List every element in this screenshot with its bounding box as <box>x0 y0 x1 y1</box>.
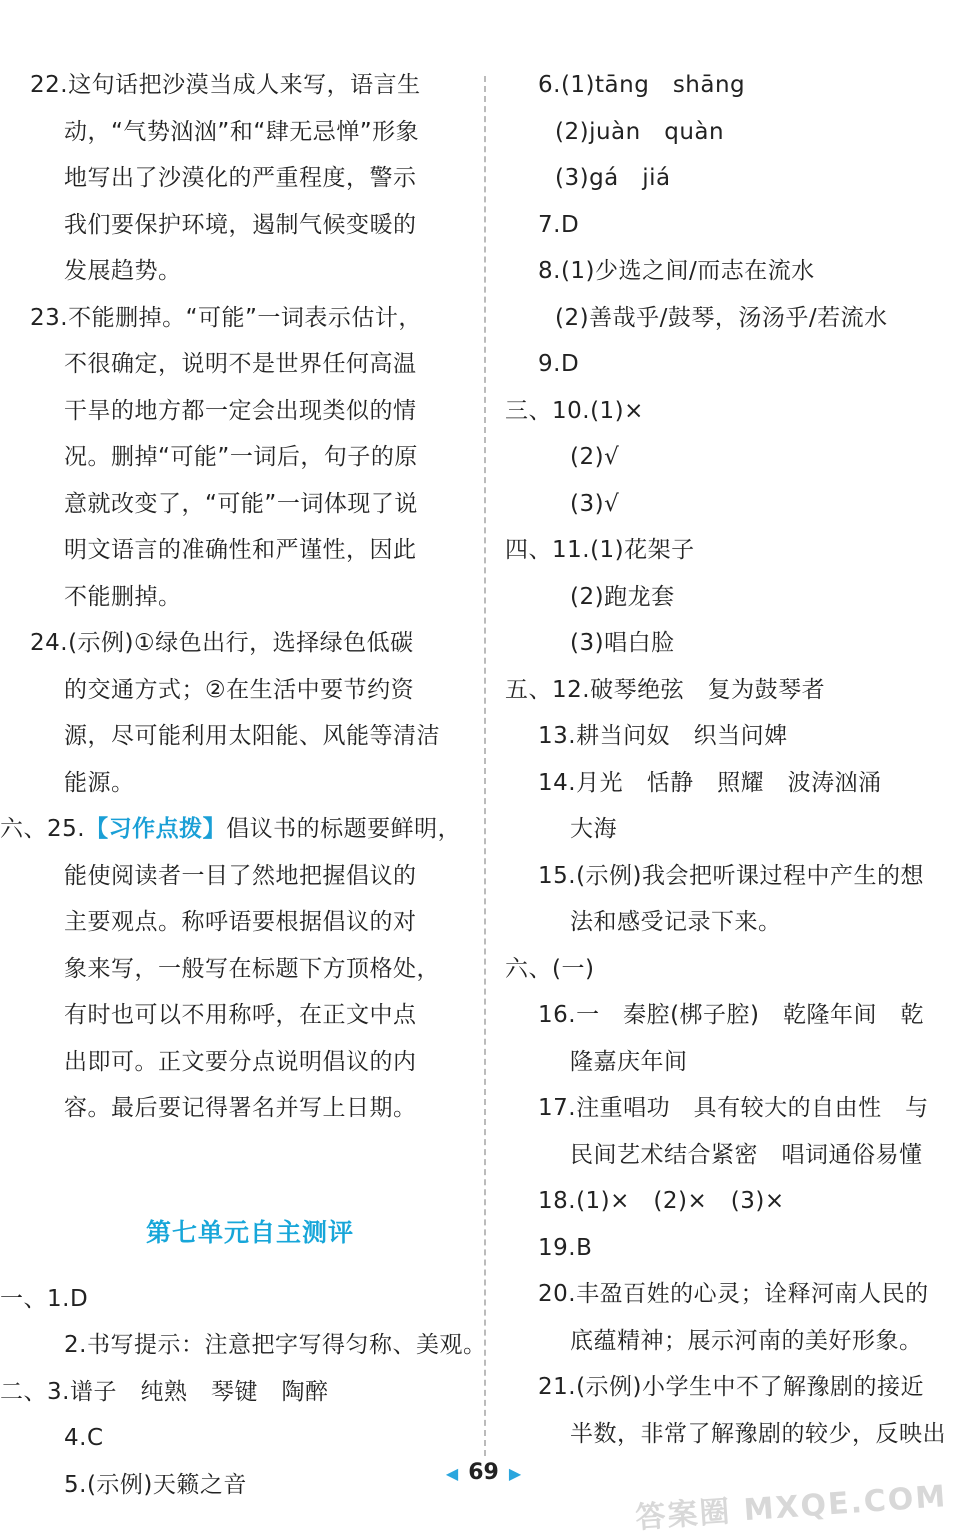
answer-line: 13.耕当问奴 织当问婢 <box>538 723 788 749</box>
answer-line: 三、10.(1)× <box>505 397 644 424</box>
answer-line: 明文语言的准确性和严谨性，因此 <box>64 537 417 563</box>
answer-line: 大海 <box>570 816 617 842</box>
answer-line: 17.注重唱功 具有较大的自由性 与 <box>538 1095 929 1121</box>
page-number: 69 <box>468 1460 499 1485</box>
answer-line: 20.丰盈百姓的心灵；诠释河南人民的 <box>538 1281 929 1307</box>
answer-line: (3)gá jiá <box>555 165 671 191</box>
answer-line: 底蕴精神；展示河南的美好形象。 <box>570 1327 923 1354</box>
answer-line: 动，“气势汹汹”和“肆无忌惮”形象 <box>64 118 420 145</box>
answer-line: 23.不能删掉。“可能”一词表示估计， <box>30 304 422 331</box>
answer-line: 干旱的地方都一定会出现类似的情 <box>64 397 417 424</box>
answer-line: (2)善哉乎/鼓琴，汤汤乎/若流水 <box>555 304 888 331</box>
answer-line: 出即可。正文要分点说明倡议的内 <box>64 1048 417 1075</box>
q25-first-line <box>0 806 470 853</box>
answer-line: 能源。 <box>64 769 135 796</box>
answer-line: 一、1.D <box>0 1285 89 1312</box>
answer-line: 有时也可以不用称呼，在正文中点 <box>64 1002 417 1028</box>
answer-line: 况。删掉“可能”一词后，句子的原 <box>64 444 418 470</box>
answer-line: 五、12.破琴绝弦 复为鼓琴者 <box>505 676 826 703</box>
answer-line: 二、3.谱子 纯熟 琴键 陶醉 <box>0 1378 329 1405</box>
answer-line: 不很确定，说明不是世界任何高温 <box>64 351 417 377</box>
right-column <box>505 62 945 1457</box>
next-arrow-icon: ▶ <box>508 1464 522 1483</box>
answer-line: 4.C <box>64 1425 104 1451</box>
q25-text: 倡议书的标题要鲜明， <box>226 816 462 842</box>
answer-line: 意就改变了，“可能”一词体现了说 <box>64 490 418 517</box>
answer-line: (2)跑龙套 <box>570 583 675 610</box>
answer-line: 22.这句话把沙漠当成人来写，语言生 <box>30 72 421 98</box>
answer-line: 民间艺术结合紧密 唱词通俗易懂 <box>570 1141 923 1168</box>
answer-line: 法和感受记录下来。 <box>570 909 782 935</box>
answer-line: 7.D <box>538 211 580 238</box>
answer-line: 容。最后要记得署名并写上日期。 <box>64 1095 417 1121</box>
answer-line: 四、11.(1)花架子 <box>505 537 695 563</box>
answer-line: 18.(1)× (2)× (3)× <box>538 1188 785 1214</box>
prev-arrow-icon: ◀ <box>445 1464 459 1483</box>
answer-line: (2)√ <box>570 444 620 470</box>
answer-line: 8.(1)少选之间/而志在流水 <box>538 258 815 284</box>
answer-line: 我们要保护环境，遏制气候变暖的 <box>64 211 417 238</box>
answer-line: 地写出了沙漠化的严重程度，警示 <box>64 165 417 191</box>
column-divider <box>484 76 486 1456</box>
answer-line: 的交通方式；②在生活中要节约资 <box>64 676 415 703</box>
answer-line: 六、(一) <box>505 955 595 982</box>
answer-line: (2)juàn quàn <box>555 118 725 145</box>
answer-line: 5.(示例)天籁之音 <box>64 1471 247 1498</box>
watermark: 答案圈 MXQE.COM <box>634 1479 949 1536</box>
answer-line: 16.一 秦腔(梆子腔) 乾隆年间 乾 <box>538 1002 925 1028</box>
answer-line: 19.B <box>538 1234 593 1261</box>
answer-line: 源，尽可能利用太阳能、风能等清洁 <box>64 723 440 749</box>
section-title: 第七单元自主测评 <box>145 1217 354 1247</box>
answer-line: 半数，非常了解豫剧的较少，反映出 <box>570 1420 946 1447</box>
answer-line: 6.(1)tāng shāng <box>538 72 746 98</box>
answer-line: (3)√ <box>570 490 620 517</box>
answer-line: 21.(示例)小学生中不了解豫剧的接近 <box>538 1374 925 1400</box>
answer-line: 主要观点。称呼语要根据倡议的对 <box>64 909 417 935</box>
answer-line: 发展趋势。 <box>64 258 182 284</box>
answer-line: 能使阅读者一目了然地把握倡议的 <box>64 862 417 889</box>
answer-line: 24.(示例)①绿色出行，选择绿色低碳 <box>30 630 414 656</box>
answer-line: 2.书写提示：注意把字写得匀称、美观。 <box>64 1332 487 1358</box>
q25-prefix: 六、25. <box>0 816 86 842</box>
answer-line: 不能删掉。 <box>64 583 182 610</box>
answer-line: 9.D <box>538 351 580 377</box>
answer-line: (3)唱白脸 <box>570 630 675 656</box>
answer-line: 14.月光 恬静 照耀 波涛汹涌 <box>538 769 882 796</box>
answer-line: 象来写，一般写在标题下方顶格处， <box>64 955 440 982</box>
answer-line: 15.(示例)我会把听课过程中产生的想 <box>538 862 925 889</box>
writing-tip-badge: 【习作点拨】 <box>85 816 227 842</box>
answer-line: 隆嘉庆年间 <box>570 1048 688 1075</box>
